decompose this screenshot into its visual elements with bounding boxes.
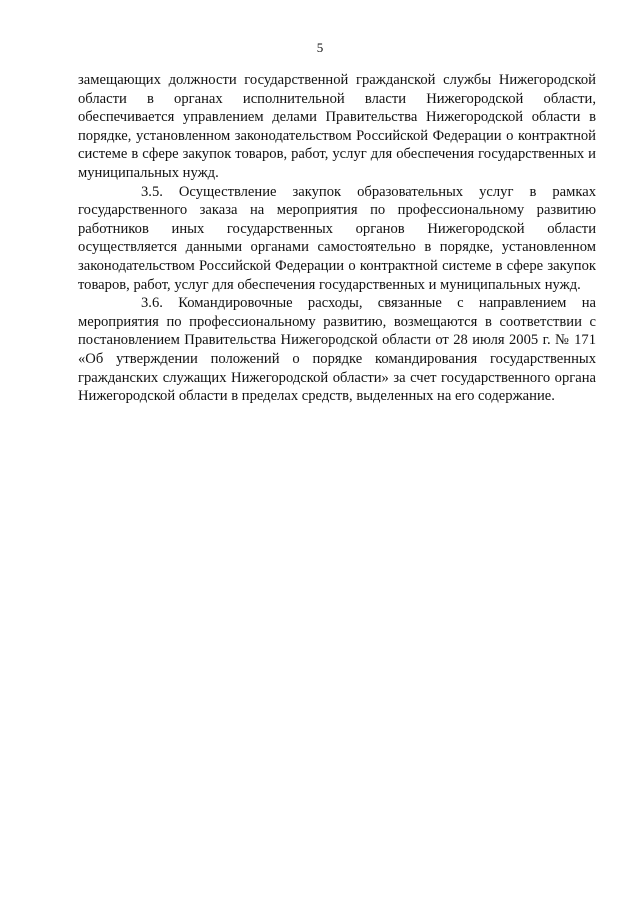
document-body — [78, 71, 596, 406]
paragraph-3-6: 3.6. Командировочные расходы, связанные с направлением на мероприятия по профессиональному развитию, возмещаются в соответствии с постановлением Правительства Нижегородской области от 28 июля 2005 г. № 171 «Об утверждении положений о порядке командирования государственных гражданских служащих Нижегородской области» за счет государственного органа Нижегородской области в пределах средств, выделенных на его содержание. — [78, 295, 596, 405]
paragraph-3-5: 3.5. Осуществление закупок образовательных услуг в рамках государственного заказа на мероприятия по профессиональному развитию работников иных государственных органов Нижегородской области осуществляется данными органами самостоятельно в порядке, установленном законодательством Российской Федерации о контрактной системе в сфере закупок товаров, работ, услуг для обеспечения государственных и муниципальных нужд. — [78, 183, 596, 293]
paragraph-continuation: замещающих должности государственной гражданской службы Нижегородской области в органах исполнительной власти Нижегородской области, обеспечивается управлением делами Правительства Нижегородской области в порядке, установленном законодательством Российской Федерации о контрактной системе в сфере закупок товаров, работ, услуг для обеспечения государственных и муниципальных нужд. — [78, 72, 596, 181]
page-number: 5 — [316, 40, 324, 55]
